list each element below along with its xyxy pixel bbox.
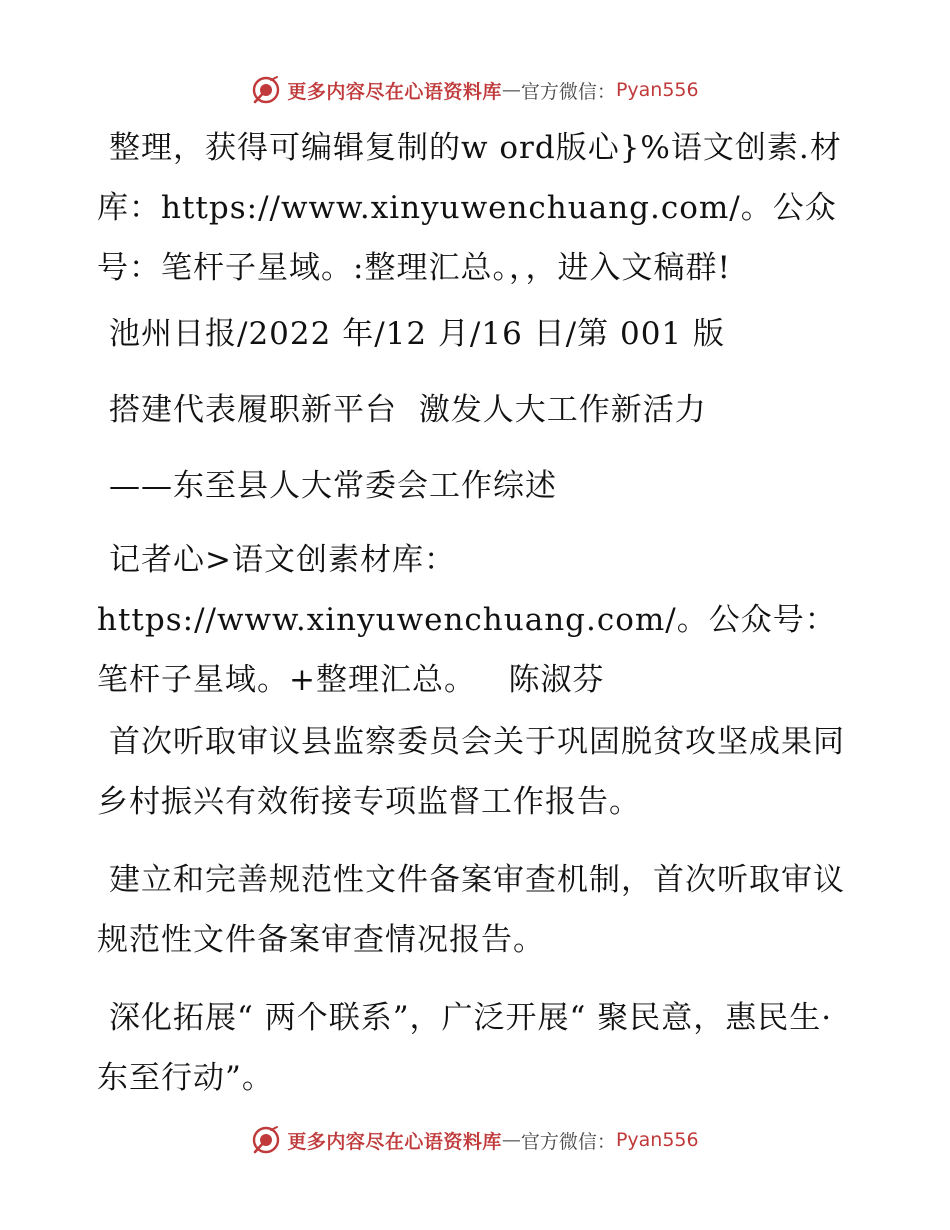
publication-line: 池州日报/2022 年/12 月/16 日/第 001 版 xyxy=(109,316,726,352)
byline-paragraph: 记者心>语文创素材库：https://www.xinyuwenchuang.com/。公众号：笔杆子星域。+整理汇总。 陈淑芬 xyxy=(97,542,837,698)
body-paragraph: 首次听取审议县监察委员会关于巩固脱贫攻坚成果同乡村振兴有效衔接专项监督工作报告。 xyxy=(97,724,845,820)
pen-logo-icon xyxy=(251,1125,281,1155)
watermark-title: 更多内容尽在心语资料库 xyxy=(287,1130,502,1153)
watermark-dash: — xyxy=(501,1129,521,1151)
body-paragraph: 建立和完善规范性文件备案审查机制，首次听取审议规范性文件备案审查情况报告。 xyxy=(97,862,845,958)
watermark-wechat-label: 官方微信： xyxy=(520,80,616,103)
watermark-title: 更多内容尽在心语资料库 xyxy=(287,80,502,103)
body-paragraph: 深化拓展“ 两个联系”，广泛开展“ 聚民意，惠民生· 东至行动”。 xyxy=(97,1000,843,1096)
footer-watermark xyxy=(0,1120,950,1160)
watermark-wechat-id: Pyan556 xyxy=(615,79,699,101)
header-watermark xyxy=(0,70,950,110)
watermark-dash: — xyxy=(501,79,521,101)
pen-logo-icon xyxy=(251,75,281,105)
article-subtitle: ——东至县人大常委会工作综述 xyxy=(109,468,557,504)
watermark-wechat-id: Pyan556 xyxy=(615,1129,699,1151)
article-title: 搭建代表履职新平台 激发人大工作新活力 xyxy=(109,392,707,428)
intro-paragraph: 整理，获得可编辑复制的w ord版心}%语文创素.材库：https://www.xinyuwenchuang.com/。公众号：笔杆子星域。:整理汇总。，，进入文稿群! xyxy=(97,130,842,286)
watermark-wechat-label: 官方微信： xyxy=(520,1130,616,1153)
